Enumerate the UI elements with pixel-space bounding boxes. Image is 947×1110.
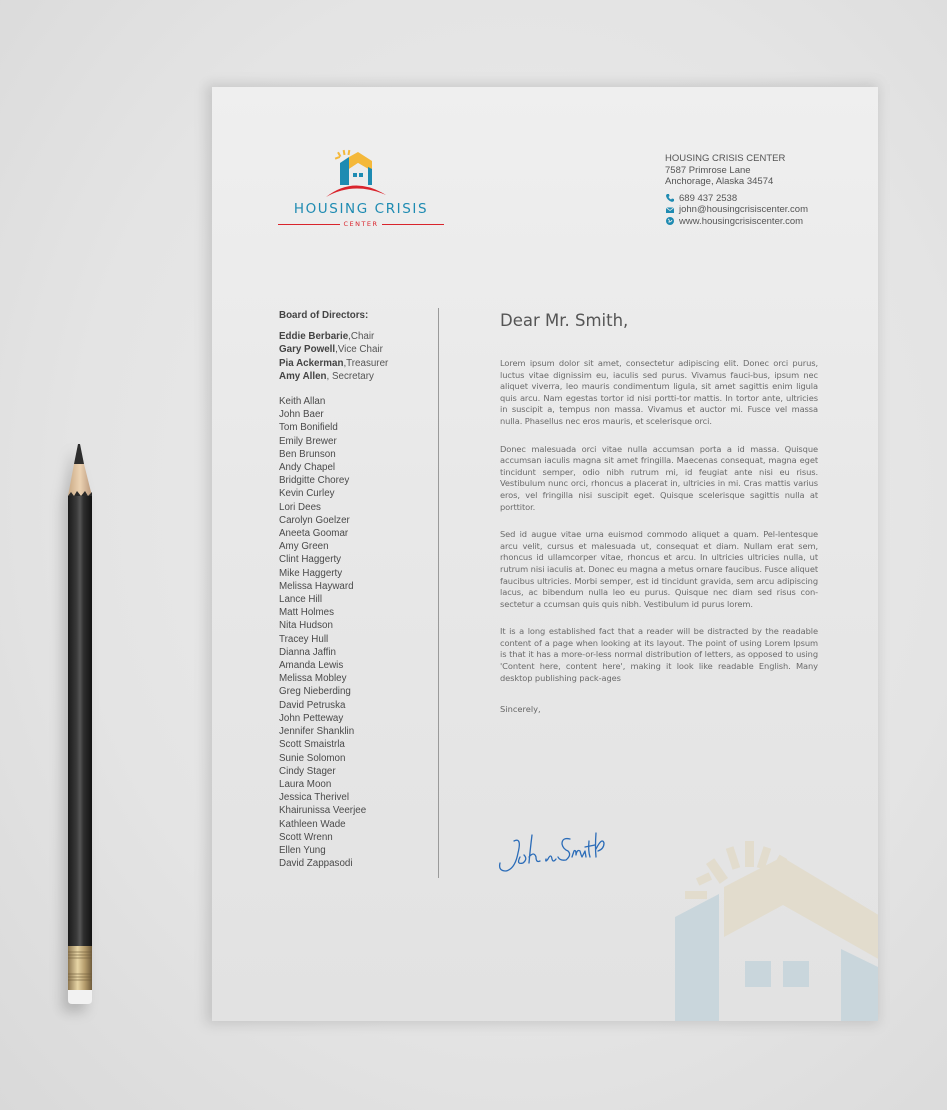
member-item: Jennifer Shanklin (279, 726, 355, 738)
member-item: Nita Hudson (279, 620, 333, 632)
logo-subtitle-row (278, 219, 444, 229)
member-item: David Zappasodi (279, 858, 353, 870)
email-address[interactable]: john@housingcrisiscenter.com (679, 204, 808, 215)
officer-name: Pia Ackerman (279, 357, 344, 369)
member-item: Jessica Therivel (279, 792, 350, 804)
member-item: Dianna Jaffin (279, 646, 337, 658)
member-item: Tracey Hull (279, 633, 329, 645)
phone-number: 689 437 2538 (679, 192, 738, 204)
paragraph: Sed id augue vitae urna euismod commodo aliquet a quam. Pel-lentesque arcu velit, cursus et malesuada ut, consequat et diam. Nullam erat sem, rhoncus id ullamcorper vitae, rhoncus et arcu. In ultricies ultricies nulla, ut rutrum nisi iaculis at. Donec eu magna a metus ornare faucibus. Fusce aliquet faucibus ultricies. Morbi semper, est id tincidunt gravida, sem arcu adipiscing lacus, ac bibendum nulla leo eu purus. Quisque nec diam sed risus con-sectetur a ccumsan quis quis nibh. Vestibulum id purus lorem. (500, 529, 818, 609)
officer-role: , Secretary (326, 370, 374, 382)
logo-title: HOUSING CRISIS (293, 201, 429, 217)
officer-item (279, 343, 388, 356)
paragraph: It is a long established fact that a reader will be distracted by the readable content of a page when looking at its layout. The point of using Lorem Ipsum is that it has a more-or-less normal distribution of letters, as opposed to using 'Content here, content here', making it look like readable English. Many desktop publishing pack-ages (500, 626, 818, 683)
member-item: Andy Chapel (279, 462, 336, 474)
officer-role: ,Vice Chair (335, 344, 383, 356)
letterhead-page (212, 87, 878, 1021)
board-heading: Board of Directors: (279, 310, 369, 321)
house-watermark-icon (667, 839, 878, 1021)
contact-block (665, 153, 808, 227)
officer-name: Gary Powell (279, 344, 336, 356)
member-item: Emily Brewer (279, 435, 337, 447)
phone-row (665, 193, 808, 205)
member-item: Lori Dees (279, 501, 321, 513)
member-item: Greg Nieberding (279, 686, 351, 698)
website-url[interactable]: www.housingcrisiscenter.com (679, 215, 804, 227)
member-item: Sunie Solomon (279, 752, 346, 764)
member-item: David Petruska (279, 699, 346, 711)
officer-name: Amy Allen (279, 370, 327, 382)
officer-role: ,Chair (348, 331, 375, 343)
logo (276, 149, 446, 229)
member-item: Clint Haggerty (279, 554, 342, 566)
members-list (279, 395, 388, 870)
envelope-icon (665, 205, 675, 215)
member-item: Scott Smaistrla (279, 739, 345, 751)
member-item: Matt Holmes (279, 607, 334, 619)
officer-name: Eddie Berbarie (279, 331, 349, 343)
member-item: Ben Brunson (279, 448, 336, 460)
signature-john-smith (496, 827, 606, 882)
house-logo-icon (324, 149, 400, 199)
officers-list (279, 330, 388, 383)
column-divider (438, 308, 439, 878)
member-item: Melissa Hayward (279, 580, 354, 592)
logo-rule-left (278, 224, 340, 225)
paragraph: Donec malesuada orci vitae nulla accumsan porta a id massa. Quisque accumsan iaculis magna sit amet fringilla. Maecenas consequat, magna eget tincidunt semper, odio nibh rutrum mi, id feugiat ante nisi eu risus. Vestibulum nunc orci, rhoncus a placerat in, ultricies in mi. Cras mattis varius eros, vel fringilla nisi suscipit eget. Quisque scelerisque sagittis nulla at porttitor. (500, 443, 818, 512)
globe-icon (665, 216, 675, 226)
signature-text: John Smith (496, 881, 502, 882)
member-item: Tom Bonifield (279, 422, 338, 434)
member-item: Cindy Stager (279, 765, 336, 777)
member-item: Lance Hill (279, 594, 323, 606)
member-item: Kathleen Wade (279, 818, 346, 830)
member-item: Scott Wrenn (279, 831, 333, 843)
logo-rule-right (382, 224, 444, 225)
email-row (665, 204, 808, 216)
officer-item (279, 357, 388, 370)
member-item: Aneeta Goomar (279, 528, 349, 540)
website-row (665, 216, 808, 228)
officer-role: ,Treasurer (343, 357, 389, 369)
member-item: Carolyn Goelzer (279, 514, 350, 526)
letter-body (500, 311, 818, 714)
city-address: Anchorage, Alaska 34574 (665, 176, 774, 187)
member-item: Kevin Curley (279, 488, 335, 500)
pencil-prop (68, 444, 94, 1006)
member-item: Khairunissa Veerjee (279, 805, 367, 817)
board-of-directors (279, 309, 388, 870)
member-item: John Petteway (279, 712, 344, 724)
greeting: Dear Mr. Smith, (500, 311, 629, 330)
officer-item (279, 370, 388, 383)
logo-subtitle: CENTER (343, 220, 379, 228)
org-name: HOUSING CRISIS CENTER (665, 153, 786, 164)
officer-item (279, 330, 388, 343)
phone-icon (665, 193, 675, 203)
member-item: Mike Haggerty (279, 567, 343, 579)
member-item: Bridgitte Chorey (279, 475, 350, 487)
paragraph: Lorem ipsum dolor sit amet, consectetur adipiscing elit. Donec orci purus, luctus vitae dignissim eu, iaculis sed purus. Vivamus fauci-bus, ipsum nec aliquet viverra, leo mauris condimentum ligula, sit amet sagittis enim ligula quis arcu. Nam egestas tortor id nisi portti-tor mattis. In tortor ante, ultricies in suscipit a, tempus non massa. Vivamus et auctor mi. Fusce vel massa nulla. Phasellus nec eros mauris, et scelerisque orci. (500, 358, 818, 426)
member-item: Amy Green (279, 541, 329, 553)
member-item: Amanda Lewis (279, 660, 344, 672)
member-item: Ellen Yung (279, 844, 326, 856)
member-item: Keith Allan (279, 396, 326, 408)
member-item: John Baer (279, 409, 324, 421)
street-address: 7587 Primrose Lane (665, 164, 751, 176)
member-item: Laura Moon (279, 778, 332, 790)
member-item: Melissa Mobley (279, 673, 347, 685)
closing: Sincerely, (500, 704, 541, 715)
